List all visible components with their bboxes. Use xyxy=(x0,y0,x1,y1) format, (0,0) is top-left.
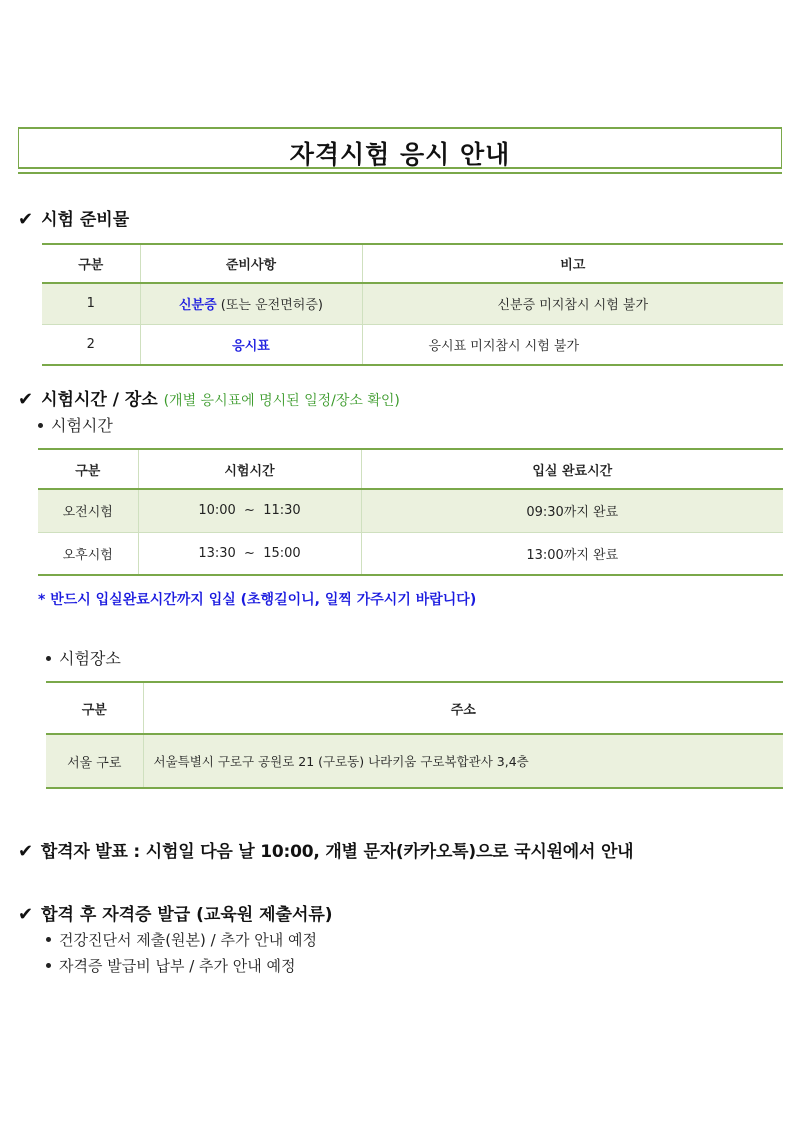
col-header: 비고 xyxy=(362,244,783,283)
row-item: 신분증 (또는 운전면허증) xyxy=(140,283,362,324)
col-header: 시험시간 xyxy=(138,449,361,489)
row-note: 신분증 미지참시 시험 불가 xyxy=(362,283,783,324)
section-certificate-heading: ✔ 합격 후 자격증 발급 (교육원 제출서류) xyxy=(18,904,333,925)
row-item: 응시표 xyxy=(140,324,362,365)
row-entry: 13:00까지 완료 xyxy=(361,532,783,575)
col-header: 주소 xyxy=(143,682,783,734)
row-number: 2 xyxy=(42,324,140,365)
row-region: 서울 구로 xyxy=(46,734,143,788)
table-row xyxy=(42,283,783,324)
row-time: 10:00 ~ 11:30 xyxy=(138,489,361,532)
title-underline xyxy=(18,172,782,174)
section-announcement-heading: ✔ 합격자 발표 : 시험일 다음 날 10:00, 개별 문자(카카오톡)으로 국시원에서 안내 xyxy=(18,841,634,862)
table-row xyxy=(38,532,783,575)
row-note: 응시표 미지참시 시험 불가 xyxy=(362,324,783,365)
section-time-place-heading: ✔ 시험시간 / 장소 (개별 응시표에 명시된 일정/장소 확인) xyxy=(18,389,400,410)
col-header: 구분 xyxy=(42,244,140,283)
row-number: 1 xyxy=(42,283,140,324)
col-header: 입실 완료시간 xyxy=(361,449,783,489)
section-note: (개별 응시표에 명시된 일정/장소 확인) xyxy=(163,393,400,409)
check-icon: ✔ xyxy=(18,389,34,410)
table-header-row xyxy=(38,449,783,489)
section-preparation-heading: ✔ 시험 준비물 xyxy=(18,209,130,230)
exam-time-table xyxy=(38,448,783,576)
check-icon: ✔ xyxy=(18,209,34,230)
row-address: 서울특별시 구로구 공원로 21 (구로동) 나라키움 구로복합관사 3,4층 xyxy=(143,734,783,788)
bullet-dot xyxy=(38,423,43,428)
entry-warning: * 반드시 입실완료시간까지 입실 (초행길이니, 일찍 가주시기 바랍니다) xyxy=(38,592,477,608)
check-icon: ✔ xyxy=(18,841,33,862)
table-row xyxy=(38,489,783,532)
title-box xyxy=(18,127,782,169)
row-entry: 09:30까지 완료 xyxy=(361,489,783,532)
table-row xyxy=(46,734,783,788)
row-type: 오후시험 xyxy=(38,532,138,575)
row-type: 오전시험 xyxy=(38,489,138,532)
bullet-exam-place: 시험장소 xyxy=(46,646,121,669)
row-time: 13:30 ~ 15:00 xyxy=(138,532,361,575)
preparation-table xyxy=(42,243,783,366)
exam-place-table xyxy=(46,681,783,789)
page-title: 자격시험 응시 안내 xyxy=(289,140,511,169)
bullet-dot xyxy=(46,963,51,968)
check-icon: ✔ xyxy=(18,904,34,925)
table-row xyxy=(42,324,783,365)
col-header: 구분 xyxy=(46,682,143,734)
table-header-row xyxy=(42,244,783,283)
bullet-dot xyxy=(46,937,51,942)
col-header: 준비사항 xyxy=(140,244,362,283)
bullet-health-certificate: 건강진단서 제출(원본) / 추가 안내 예정 xyxy=(46,929,317,950)
col-header: 구분 xyxy=(38,449,138,489)
bullet-dot xyxy=(46,656,51,661)
bullet-issue-fee: 자격증 발급비 납부 / 추가 안내 예정 xyxy=(46,955,296,976)
bullet-exam-time: 시험시간 xyxy=(38,413,113,436)
table-header-row xyxy=(46,682,783,734)
